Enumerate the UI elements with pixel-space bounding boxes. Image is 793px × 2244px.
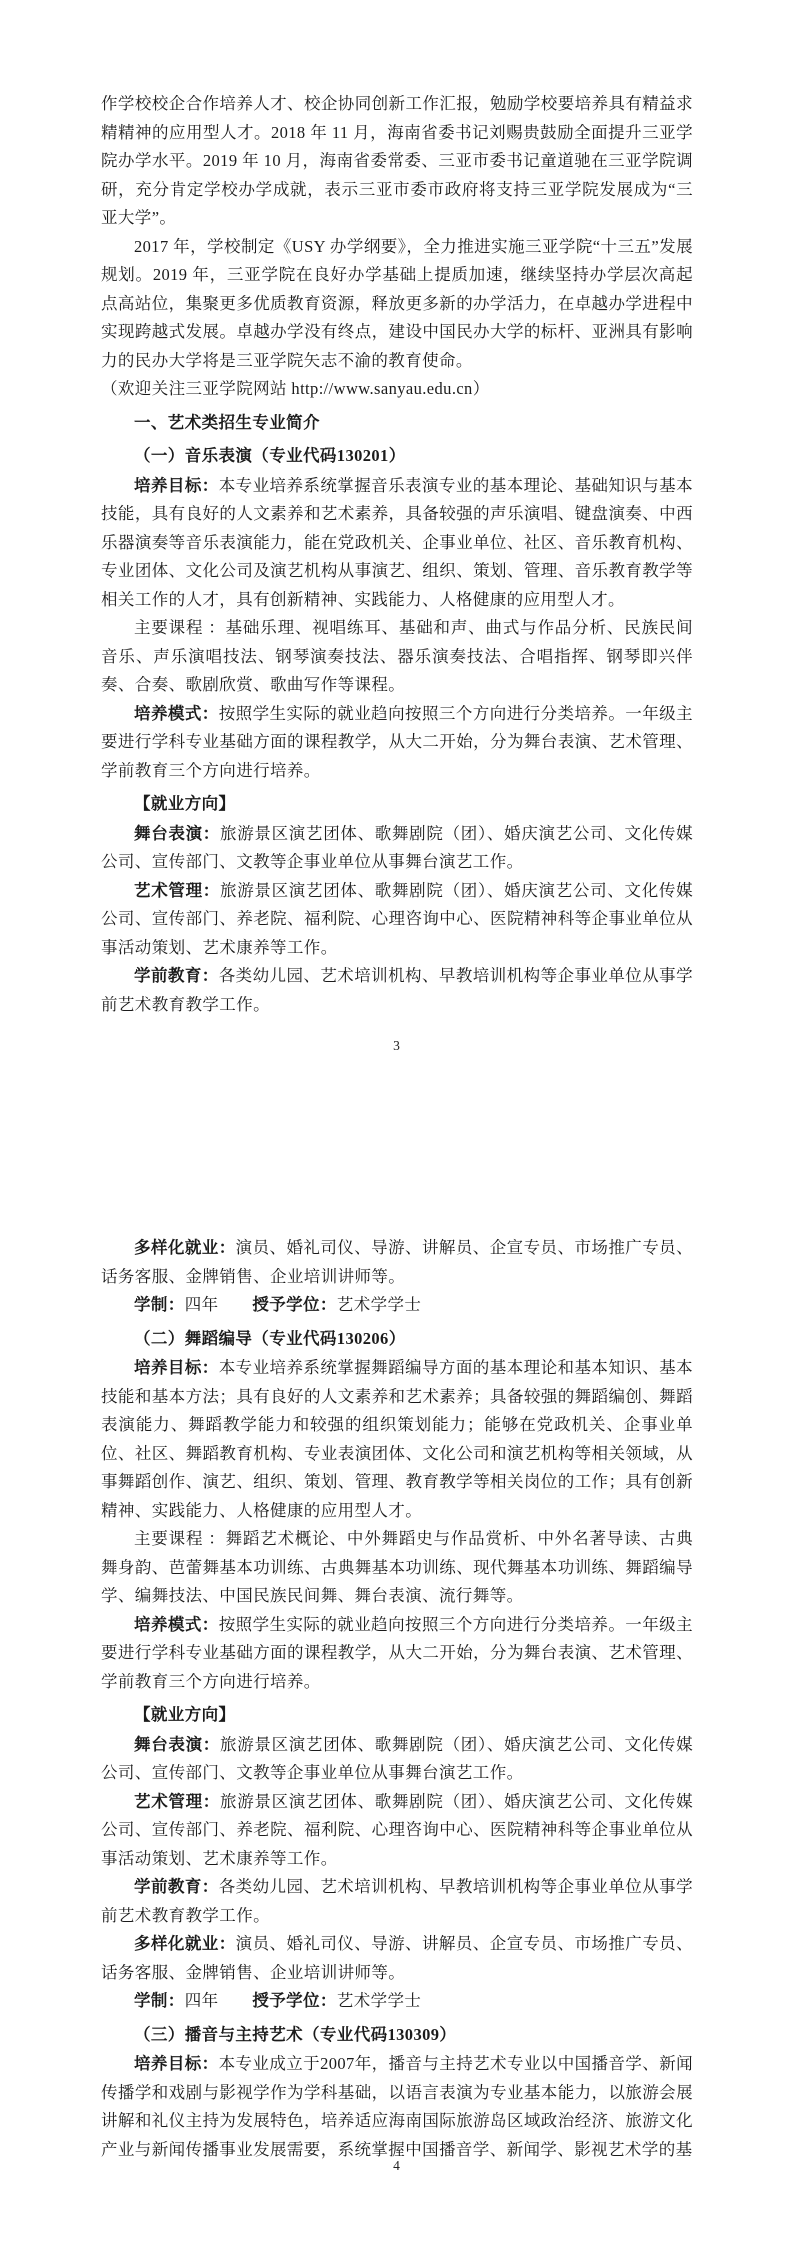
text-run: 【就业方向】	[134, 794, 236, 813]
text-run: 按照学生实际的就业趋向按照三个方向进行分类培养。一年级主要进行学科专业基础方面的课程教学，从大二开始，分为舞台表演、艺术管理、学前教育三个方向进行培养。	[101, 1614, 693, 1691]
text-run: 一、艺术类招生专业简介	[134, 412, 320, 432]
text-run: 四年	[184, 1295, 253, 1314]
paragraph	[101, 614, 693, 700]
text-run: 各类幼儿园、艺术培训机构、早教培训机构等企事业单位从事学前艺术教育教学工作。	[101, 966, 693, 1014]
text-run: 培养模式：	[134, 703, 219, 723]
paragraph	[101, 1731, 693, 1788]
paragraph	[101, 1234, 693, 1291]
text-run: 艺术管理：	[134, 1791, 220, 1811]
paragraph	[101, 375, 693, 404]
text-run: 旅游景区演艺团体、歌舞剧院（团）、婚庆演艺公司、文化传媒公司、宣传部门、养老院、福利院、心理咨询中心、医院精神科等企事业单位从事活动策划、艺术康养等工作。	[101, 1791, 694, 1868]
text-run: 多样化就业：	[134, 1934, 236, 1953]
text-run: 学制：	[134, 1295, 185, 1314]
paragraph	[101, 1291, 693, 1320]
text-run: （三）播音与主持艺术（专业代码130309）	[134, 2024, 457, 2044]
paragraph	[101, 2050, 693, 2164]
paragraph	[101, 1788, 693, 1874]
heading	[101, 442, 693, 471]
text-run: 授予学位：	[252, 1991, 337, 2010]
text-run: 作学校校企合作培养人才、校企协同创新工作汇报，勉励学校要培养具有精益求精精神的应用型人才。2018 年 11 月，海南省委书记刘赐贵鼓励全面提升三亚学院办学水平。2019 年 10 月，海南省委常委、三亚市委书记童道驰在三亚学院调研，充分肯定学校办学成就，表示三亚市委市政府将支持三亚学院发展成为“三亚大学”。	[101, 94, 693, 227]
page-4-content	[101, 1234, 693, 2164]
text-run: 学制：	[134, 1991, 185, 2010]
text-run: 培养目标：	[134, 2054, 219, 2073]
text-run: 旅游景区演艺团体、歌舞剧院（团）、婚庆演艺公司、文化传媒公司、宣传部门、文教等企事业单位从事舞台演艺工作。	[101, 823, 694, 871]
heading	[101, 1701, 693, 1730]
text-run: 主要课程 ：基础乐理、视唱练耳、基础和声、曲式与作品分析、民族民间音乐、声乐演唱技法、钢琴演奏技法、器乐演奏技法、合唱指挥、钢琴即兴伴奏、合奏、歌剧欣赏、歌曲写作等课程。	[101, 618, 693, 694]
text-run: 各类幼儿园、艺术培训机构、早教培训机构等企事业单位从事学前艺术教育教学工作。	[101, 1877, 693, 1925]
paragraph	[101, 700, 693, 786]
text-run: （一）音乐表演（专业代码130201）	[134, 446, 406, 465]
text-run: 学前教育：	[134, 1877, 219, 1896]
text-run: 艺术学学士	[336, 1295, 422, 1314]
text-run: 授予学位：	[252, 1295, 337, 1314]
heading	[101, 409, 693, 438]
heading	[101, 2021, 693, 2050]
text-run: 培养目标：	[134, 475, 219, 495]
text-run: 本专业培养系统掌握舞蹈编导方面的基本理论和基本知识、基本技能和基本方法；具有良好的人文素养和艺术素养；具备较强的舞蹈编创、舞蹈表演能力、舞蹈教学能力和较强的组织策划能力；能够在党政机关、企事业单位、社区、舞蹈教育机构、专业表演团体、文化公司和演艺机构等相关领域，从事舞蹈创作、演艺、组织、策划、管理、教育教学等相关岗位的工作；具有创新精神、实践能力、人格健康的应用型人才。	[101, 1358, 693, 1520]
text-run: 演员、婚礼司仪、导游、讲解员、企宣专员、市场推广专员、话务客服、金牌销售、企业培训讲师等。	[101, 1934, 693, 1982]
text-run: 本专业培养系统掌握音乐表演专业的基本理论、基础知识与基本技能，具有良好的人文素养和艺术素养，具备较强的声乐演唱、键盘演奏、中西乐器演奏等音乐表演能力，能在党政机关、企事业单位、社区、音乐教育机构、专业团体、文化公司及演艺机构从事演艺、组织、策划、管理、音乐教育教学等相关工作的人才，具有创新精神、实践能力、人格健康的应用型人才。	[101, 475, 693, 609]
paragraph	[101, 90, 693, 233]
heading	[101, 790, 693, 819]
paragraph	[101, 1930, 693, 1987]
text-run: 按照学生实际的就业趋向按照三个方向进行分类培养。一年级主要进行学科专业基础方面的课程教学，从大二开始，分为舞台表演、艺术管理、学前教育三个方向进行培养。	[101, 703, 693, 780]
paragraph	[101, 1525, 693, 1611]
page-number: 4	[393, 2158, 400, 2173]
text-run: 【就业方向】	[134, 1705, 236, 1724]
paragraph	[101, 820, 693, 877]
text-run: 演员、婚礼司仪、导游、讲解员、企宣专员、市场推广专员、话务客服、金牌销售、企业培训讲师等。	[101, 1238, 693, 1286]
page-3-content	[101, 90, 693, 1019]
text-run: 艺术学学士	[336, 1991, 422, 2010]
page-number: 3	[393, 1038, 400, 1053]
paragraph	[101, 1611, 693, 1697]
text-run: 培养模式：	[134, 1614, 219, 1634]
text-run: 舞台表演：	[134, 823, 220, 843]
text-run: 2017 年，学校制定《USY 办学纲要》，全力推进实施三亚学院“十三五”发展规划。2019 年，三亚学院在良好办学基础上提质加速，继续坚持办学层次高起点高站位，集聚更多优质教育资源，释放更多新的办学活力，在卓越办学进程中实现跨越式发展。卓越办学没有终点，建设中国民办大学的标杆、亚洲具有影响力的民办大学将是三亚学院矢志不渝的教育使命。	[101, 236, 693, 370]
text-run: 舞台表演：	[134, 1734, 220, 1754]
text-run: （欢迎关注三亚学院网站 http://www.sanyau.edu.cn）	[101, 379, 490, 398]
paragraph	[101, 1873, 693, 1930]
text-run: 旅游景区演艺团体、歌舞剧院（团）、婚庆演艺公司、文化传媒公司、宣传部门、养老院、福利院、心理咨询中心、医院精神科等企事业单位从事活动策划、艺术康养等工作。	[101, 880, 694, 957]
paragraph	[101, 1987, 693, 2016]
paragraph	[101, 233, 693, 376]
text-run: 多样化就业：	[134, 1238, 236, 1257]
text-run: 旅游景区演艺团体、歌舞剧院（团）、婚庆演艺公司、文化传媒公司、宣传部门、文教等企事业单位从事舞台演艺工作。	[101, 1734, 694, 1782]
paragraph	[101, 1354, 693, 1525]
text-run: 四年	[184, 1991, 253, 2010]
text-run: 培养目标：	[134, 1358, 219, 1377]
paragraph	[101, 962, 693, 1019]
paragraph	[101, 877, 693, 963]
text-run: 本专业成立于2007年，播音与主持艺术专业以中国播音学、新闻传播学和戏剧与影视学作为学科基础，以语言表演为专业基本能力，以旅游会展讲解和礼仪主持为发展特色，培养适应海南国际旅游岛区域政治经济、旅游文化产业与新闻传播事业发展需要，系统掌握中国播音学、新闻学、影视艺术学的基	[101, 2054, 694, 2159]
text-run: 主要课程 ：舞蹈艺术概论、中外舞蹈史与作品赏析、中外名著导读、古典舞身韵、芭蕾舞基本功训练、古典舞基本功训练、现代舞基本功训练、舞蹈编导学、编舞技法、中国民族民间舞、舞台表演、流行舞等。	[101, 1529, 693, 1605]
paragraph	[101, 472, 693, 615]
text-run: 学前教育：	[134, 966, 219, 985]
heading	[101, 1325, 693, 1354]
text-run: 艺术管理：	[134, 880, 220, 900]
text-run: （二）舞蹈编导（专业代码130206）	[134, 1328, 406, 1348]
